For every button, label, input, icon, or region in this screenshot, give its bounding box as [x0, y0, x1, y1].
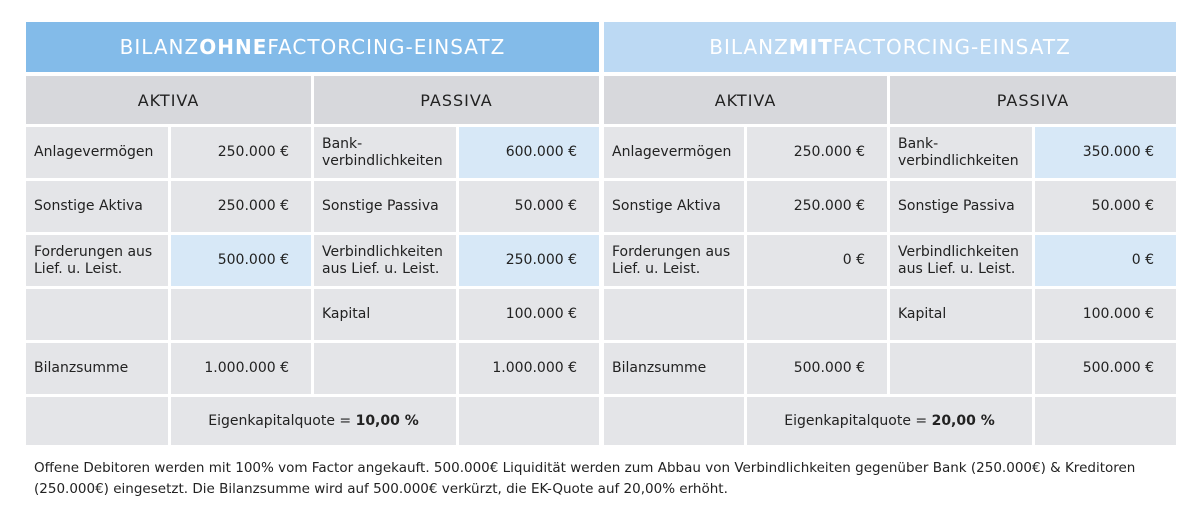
aktiva-value [747, 289, 890, 343]
banner-prefix: BILANZ [119, 35, 200, 59]
aktiva-value: 500.000 € [747, 343, 890, 397]
header-aktiva: AKTIVA [604, 76, 890, 127]
aktiva-label: Anlagevermögen [26, 127, 171, 181]
quote-spacer [1035, 397, 1176, 448]
equity-ratio-value: 10,00 % [355, 413, 419, 429]
aktiva-value: 250.000 € [747, 181, 890, 235]
banner-without-factoring [26, 22, 599, 72]
passiva-label: Kapital [890, 289, 1035, 343]
equity-ratio-label: Eigenkapitalquote = [208, 413, 356, 429]
aktiva-label: Anlagevermögen [604, 127, 747, 181]
passiva-label [314, 343, 459, 397]
aktiva-value: 500.000 € [171, 235, 314, 289]
passiva-value: 50.000 € [1035, 181, 1176, 235]
passiva-value: 350.000 € [1035, 127, 1176, 181]
header-aktiva: AKTIVA [26, 76, 314, 127]
footnote: Offene Debitoren werden mit 100% vom Factor angekauft. 500.000€ Liquidität werden zum Abbau von Verbindlichkeiten gegenüber Bank (250.000€) & Kreditoren (250.000€) eingesetzt. Die Bilanzsumme wird auf 500.000€ verkürzt, die EK-Quote auf 20,00% erhöht. [34, 460, 1136, 497]
quote-spacer [459, 397, 599, 448]
aktiva-value: 250.000 € [171, 127, 314, 181]
header-passiva: PASSIVA [890, 76, 1176, 127]
aktiva-label: Forderungen aus Lief. u. Leist. [26, 235, 171, 289]
balance-table-with [604, 76, 1176, 448]
banner-with-factoring [604, 22, 1176, 72]
passiva-label: Sonstige Passiva [890, 181, 1035, 235]
passiva-value: 500.000 € [1035, 343, 1176, 397]
aktiva-value: 1.000.000 € [171, 343, 314, 397]
quote-spacer [26, 397, 171, 448]
aktiva-value: 0 € [747, 235, 890, 289]
equity-ratio [171, 397, 459, 448]
passiva-label: Verbindlichkeiten aus Lief. u. Leist. [890, 235, 1035, 289]
banner-strong: MIT [788, 35, 833, 59]
aktiva-label: Sonstige Aktiva [26, 181, 171, 235]
aktiva-label [26, 289, 171, 343]
passiva-value: 0 € [1035, 235, 1176, 289]
equity-ratio [747, 397, 1035, 448]
passiva-label [890, 343, 1035, 397]
header-passiva: PASSIVA [314, 76, 599, 127]
aktiva-label [604, 289, 747, 343]
passiva-value: 250.000 € [459, 235, 599, 289]
passiva-value: 100.000 € [1035, 289, 1176, 343]
passiva-label: Sonstige Passiva [314, 181, 459, 235]
passiva-label: Bank- verbindlichkeiten [314, 127, 459, 181]
aktiva-value: 250.000 € [171, 181, 314, 235]
passiva-label: Verbindlichkeiten aus Lief. u. Leist. [314, 235, 459, 289]
banner-suffix: FACTORCING-EINSATZ [832, 35, 1071, 59]
balance-table-without [26, 76, 599, 448]
aktiva-value: 250.000 € [747, 127, 890, 181]
banner-strong: OHNE [199, 35, 268, 59]
passiva-value: 50.000 € [459, 181, 599, 235]
banner-prefix: BILANZ [709, 35, 789, 59]
passiva-value: 1.000.000 € [459, 343, 599, 397]
aktiva-label: Bilanzsumme [604, 343, 747, 397]
equity-ratio-value: 20,00 % [931, 413, 995, 429]
quote-spacer [604, 397, 747, 448]
aktiva-label: Forderungen aus Lief. u. Leist. [604, 235, 747, 289]
balance-with-factoring [604, 22, 1176, 448]
passiva-value: 100.000 € [459, 289, 599, 343]
passiva-value: 600.000 € [459, 127, 599, 181]
equity-ratio-label: Eigenkapitalquote = [784, 413, 932, 429]
passiva-label: Kapital [314, 289, 459, 343]
aktiva-label: Sonstige Aktiva [604, 181, 747, 235]
balance-without-factoring [26, 22, 599, 448]
passiva-label: Bank- verbindlichkeiten [890, 127, 1035, 181]
aktiva-label: Bilanzsumme [26, 343, 171, 397]
aktiva-value [171, 289, 314, 343]
banner-suffix: FACTORCING-EINSATZ [267, 35, 506, 59]
